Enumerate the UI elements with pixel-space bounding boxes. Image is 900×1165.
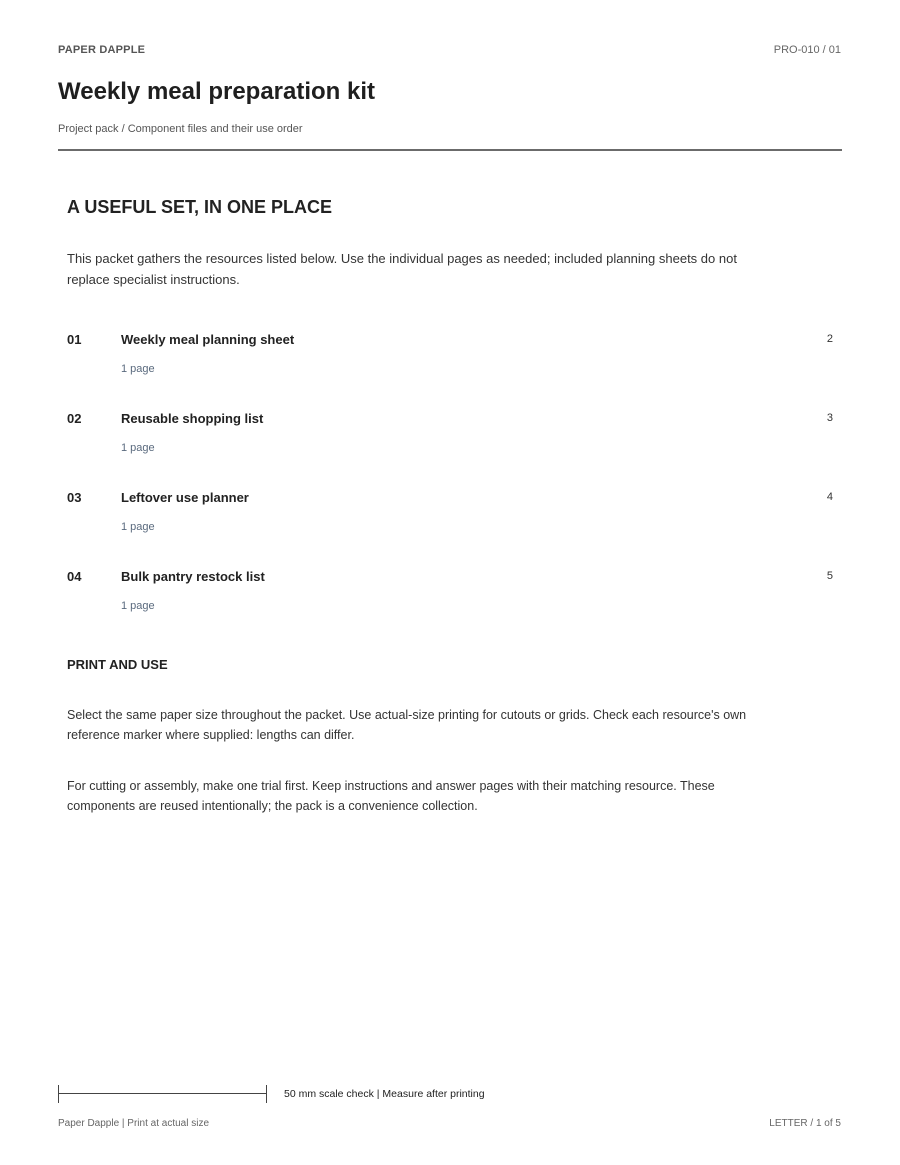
contents-item-page-count: 1 page <box>121 600 155 612</box>
contents-item <box>67 567 833 646</box>
footer-page-info: LETTER / 1 of 5 <box>769 1118 841 1129</box>
contents-item-page-count: 1 page <box>121 442 155 454</box>
footer-left-text: Paper Dapple | Print at actual size <box>58 1118 210 1129</box>
contents-item-number: 01 <box>67 332 82 347</box>
contents-item-page-count: 1 page <box>121 363 155 375</box>
contents-item-number: 03 <box>67 490 82 505</box>
contents-item-number: 04 <box>67 569 82 584</box>
contents-item-page-number: 2 <box>826 333 833 345</box>
contents-item-number: 02 <box>67 411 82 426</box>
contents-item <box>67 488 833 567</box>
contents-list <box>67 330 833 646</box>
scale-check-bar <box>58 1085 267 1103</box>
contents-item-title: Bulk pantry restock list <box>121 569 265 584</box>
page-subtitle: Project pack / Component files and their use order <box>58 123 303 135</box>
scale-check-label: 50 mm scale check | Measure after printing <box>284 1088 485 1100</box>
contents-item <box>67 409 833 488</box>
brand-name: PAPER DAPPLE <box>58 44 146 56</box>
page-title: Weekly meal preparation kit <box>58 78 376 105</box>
contents-item-title: Weekly meal planning sheet <box>121 332 295 347</box>
print-paragraph-2: For cutting or assembly, make one trial first. Keep instructions and answer pages with their matching resource. These components are reused intentionally; the pack is a convenience collection. <box>67 779 715 813</box>
contents-item-page-number: 4 <box>826 491 833 503</box>
intro-heading: A USEFUL SET, IN ONE PLACE <box>67 197 333 217</box>
scale-line <box>58 1093 267 1094</box>
header-divider <box>58 149 842 151</box>
print-paragraph-1: Select the same paper size throughout the packet. Use actual-size printing for cutouts or grids. Check each resource's own reference marker where supplied: lengths can differ. <box>67 708 747 742</box>
contents-item-title: Reusable shopping list <box>121 411 264 426</box>
contents-item-page-count: 1 page <box>121 521 155 533</box>
contents-item-title: Leftover use planner <box>121 490 249 505</box>
contents-item-page-number: 3 <box>826 412 833 424</box>
scale-tick-left <box>58 1085 59 1103</box>
intro-text: This packet gathers the resources listed below. Use the individual pages as needed; included planning sheets do not replace specialist instructions. <box>67 251 737 287</box>
document-id: PRO-010 / 01 <box>773 44 841 56</box>
contents-item-page-number: 5 <box>826 570 833 582</box>
print-heading: PRINT AND USE <box>67 657 168 672</box>
scale-tick-right <box>266 1085 267 1103</box>
contents-item <box>67 330 833 409</box>
